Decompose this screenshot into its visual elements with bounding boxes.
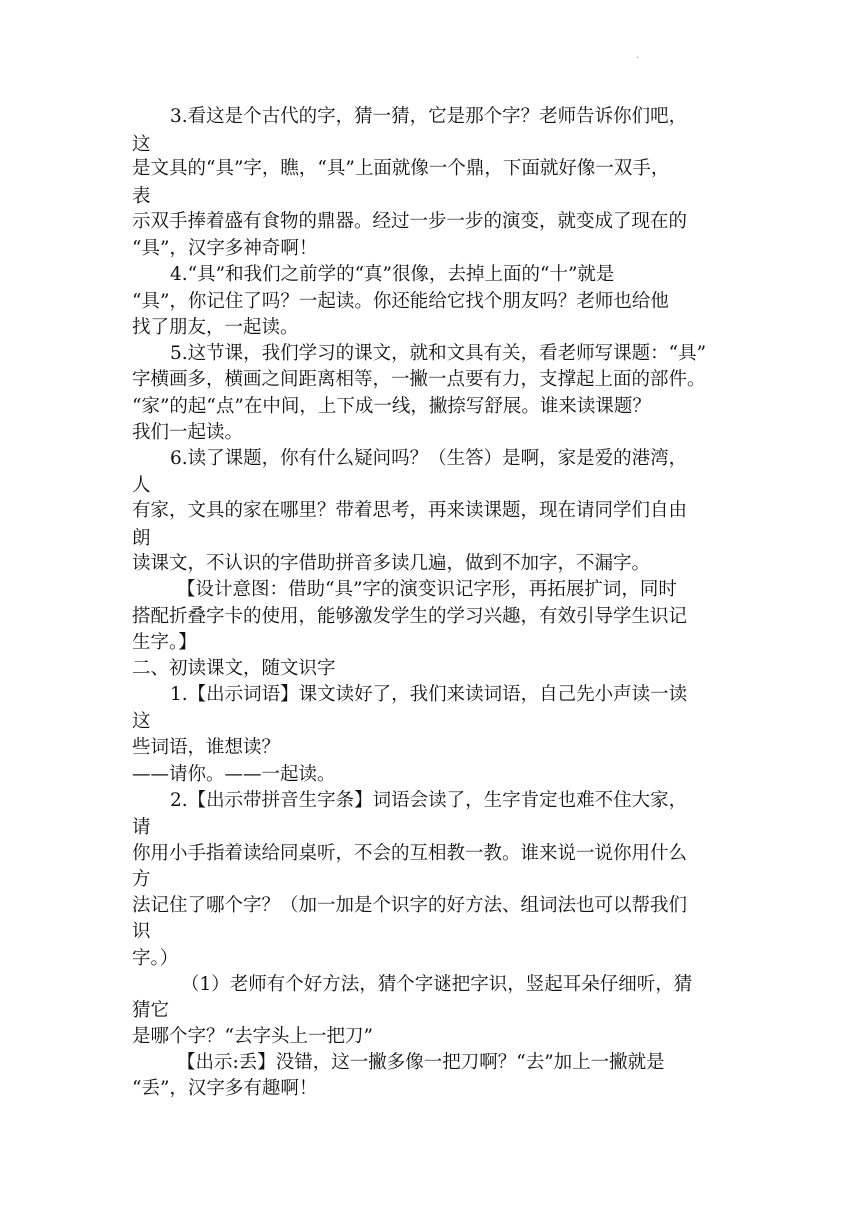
paragraph-3-line-2: 这	[132, 134, 151, 155]
step-2-line-2: 请	[132, 817, 151, 838]
show-diu-line-2: “丢”，汉字多有趣啊！	[132, 1078, 318, 1099]
step-1-line-3: 些词语，谁想读？	[132, 737, 281, 758]
step-2-line-7: 字。）	[132, 948, 179, 969]
step-1-line-2: 这	[132, 711, 151, 732]
paragraph-4-line-1: 4.“具”和我们之前学的“真”很像，去掉上面的“十”就是	[170, 264, 615, 285]
paragraph-5-line-2: 字横画多，横画之间距离相等，一撇一点要有力，支撑起上面的部件。	[132, 369, 706, 390]
paragraph-4-line-3: 找了朋友，一起读。	[132, 317, 299, 338]
paragraph-5-line-3: “家”的起“点”在中间，上下成一线，撇捺写舒展。谁来读课题？	[132, 396, 651, 417]
step-1-line-4: ——请你。——一起读。	[132, 764, 336, 785]
section-heading: 二、初读课文，随文识字	[132, 658, 336, 679]
paragraph-6-line-1: 6.读了课题，你有什么疑问吗？（生答）是啊，家是爱的港湾，	[170, 448, 688, 469]
step-2-line-5: 法记住了哪个字？（加一加是个识字的好方法、组词法也可以帮我们	[132, 895, 688, 916]
riddle-line-1: （1）老师有个好方法，猜个字谜把字识，竖起耳朵仔细听，猜	[181, 974, 693, 995]
step-1-line-1: 1.【出示词语】课文读好了，我们来读词语，自己先小声读一读	[170, 684, 688, 705]
paragraph-6-line-4: 朗	[132, 528, 151, 549]
step-2-line-6: 识	[132, 921, 151, 942]
design-intent-line-1: 【设计意图：借助“具”字的演变识记字形，再拓展扩词，同时	[177, 579, 677, 600]
design-intent-line-2: 搭配折叠字卡的使用，能够激发学生的学习兴趣，有效引导学生识记	[132, 606, 688, 627]
step-2-line-1: 2.【出示带拼音生字条】词语会读了，生字肯定也难不住大家，	[170, 790, 688, 811]
step-2-line-3: 你用小手指着读给同桌听，不会的互相教一教。谁来说一说你用什么	[132, 843, 688, 864]
paragraph-6-line-2: 人	[132, 475, 151, 496]
paragraph-5-line-1: 5.这节课，我们学习的课文，就和文具有关，看老师写课题：“具”	[170, 343, 707, 364]
paragraph-3-line-4: 表	[132, 186, 151, 207]
show-diu-line-1: 【出示:丢】没错，这一撇多像一把刀啊？“去”加上一撇就是	[177, 1052, 665, 1073]
riddle-line-3: 是哪个字？“去字头上一把刀”	[132, 1026, 373, 1047]
paragraph-3-line-3: 是文具的“具”字，瞧，“具”上面就像一个鼎，下面就好像一双手，	[132, 158, 670, 179]
riddle-line-2: 猜它	[132, 1000, 170, 1021]
paragraph-5-line-4: 我们一起读。	[132, 422, 244, 443]
paragraph-3-line-6: “具”，汉字多神奇啊！	[132, 238, 318, 259]
corner-dot-mark: ·	[636, 53, 640, 64]
step-2-line-4: 方	[132, 869, 151, 890]
design-intent-line-3: 生字。】	[132, 632, 197, 653]
paragraph-6-line-3: 有家，文具的家在哪里？带着思考，再来读课题，现在请同学们自由	[132, 500, 688, 521]
paragraph-3-line-5: 示双手捧着盛有食物的鼎器。经过一步一步的演变，就变成了现在的	[132, 211, 688, 232]
paragraph-6-line-5: 读课文，不认识的字借助拼音多读几遍，做到不加字，不漏字。	[132, 553, 651, 574]
paragraph-4-line-2: “具”，你记住了吗？一起读。你还能给它找个朋友吗？老师也给他	[132, 291, 669, 312]
paragraph-3-line-1: 3.看这是个古代的字，猜一猜，它是那个字？老师告诉你们吧，	[170, 106, 688, 127]
